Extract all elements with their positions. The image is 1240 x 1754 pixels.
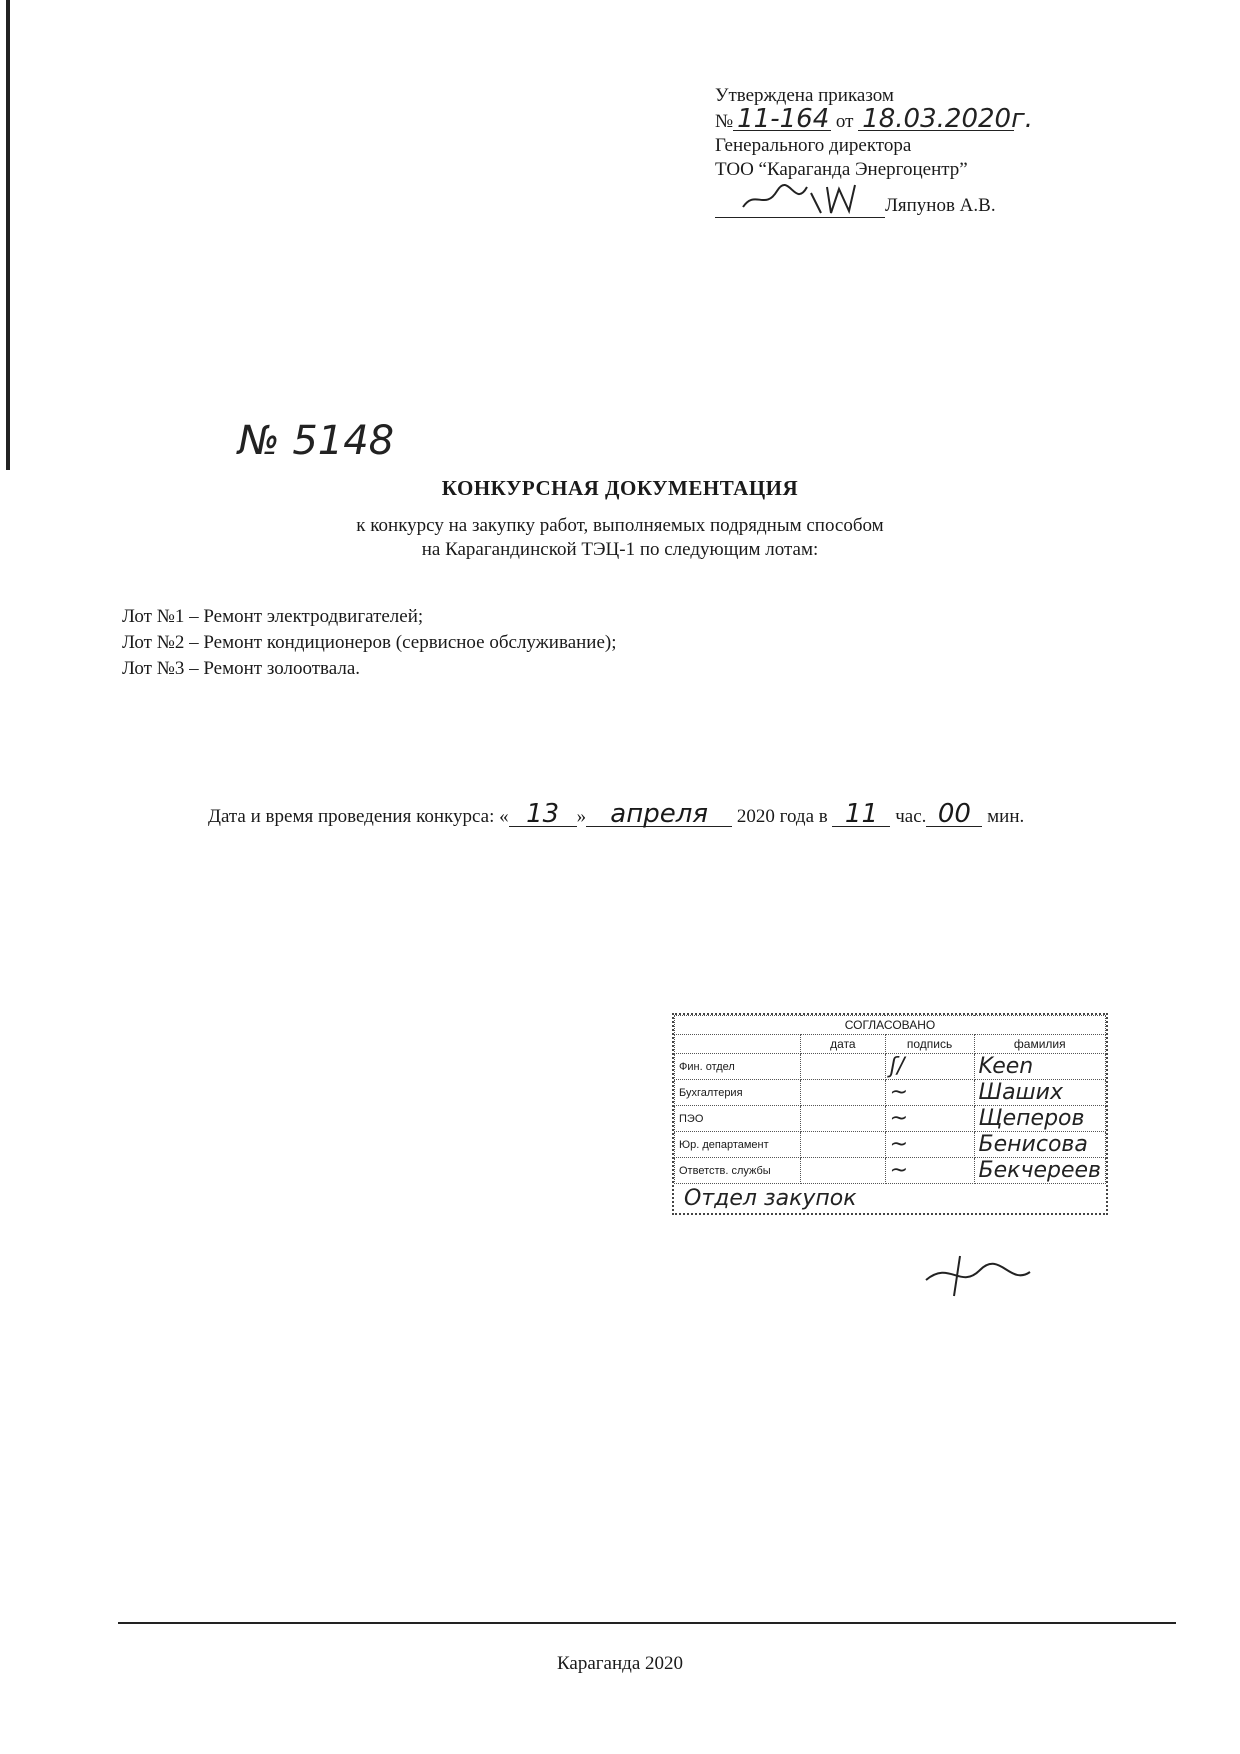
signature-scribble	[715, 181, 885, 215]
signer-name: Ляпунов А.В.	[885, 195, 996, 216]
lot-list	[122, 604, 617, 682]
registration-number: № 5148	[238, 418, 395, 464]
footer-divider	[118, 1622, 1176, 1624]
contest-day: 13	[509, 802, 577, 827]
stamp-surname: Шаших	[974, 1080, 1105, 1106]
approval-block	[715, 84, 1045, 218]
order-number: 11-164	[733, 108, 831, 131]
approval-stamp-table	[674, 1015, 1106, 1184]
subtitle-line1: к конкурсу на закупку работ, выполняемых подрядным способом	[356, 515, 884, 536]
stamp-signature: ~	[885, 1132, 974, 1158]
stamp-dept: Юр. департамент	[675, 1132, 801, 1158]
contest-date-line	[208, 799, 1025, 829]
contest-hour: 11	[832, 802, 890, 827]
stamp-surname: Keen	[974, 1054, 1105, 1080]
stamp-signature: ~	[885, 1080, 974, 1106]
approval-order-line	[715, 104, 1045, 134]
lot-item: Лот №2 – Ремонт кондиционеров (сервисное обслуживание);	[122, 632, 617, 653]
stamp-col-signature: подпись	[885, 1035, 974, 1054]
hour-unit: час.	[895, 806, 927, 827]
stamp-dept: Бухгалтерия	[675, 1080, 801, 1106]
contest-date-label: Дата и время проведения конкурса:	[208, 806, 495, 827]
contest-year-text: 2020 года в	[736, 806, 828, 827]
stamp-row	[675, 1054, 1106, 1080]
extra-signature	[920, 1250, 1060, 1300]
stamp-col-dept	[675, 1035, 801, 1054]
stamp-col-date: дата	[801, 1035, 885, 1054]
approval-stamp	[672, 1013, 1108, 1215]
stamp-signature: ~	[885, 1158, 974, 1184]
stamp-row	[675, 1132, 1106, 1158]
stamp-surname: Щеперов	[974, 1106, 1105, 1132]
stamp-row	[675, 1106, 1106, 1132]
document-title: КОНКУРСНАЯ ДОКУМЕНТАЦИЯ	[441, 476, 799, 500]
contest-minute: 00	[926, 802, 982, 827]
scan-edge-mark	[6, 0, 10, 470]
footer-city-year: Караганда 2020	[556, 1653, 684, 1674]
stamp-signature: ~	[885, 1106, 974, 1132]
stamp-extra-line: Отдел закупок	[684, 1186, 857, 1211]
stamp-surname: Бекчереев	[974, 1158, 1105, 1184]
from-word: от	[835, 111, 854, 132]
minute-unit: мин.	[987, 806, 1025, 827]
contest-month: апреля	[586, 802, 732, 827]
order-date: 18.03.2020г.	[858, 108, 1014, 131]
stamp-col-surname: фамилия	[974, 1035, 1105, 1054]
stamp-dept: Фин. отдел	[675, 1054, 801, 1080]
stamp-dept: ПЭО	[675, 1106, 801, 1132]
stamp-row	[675, 1080, 1106, 1106]
open-quote: «	[499, 806, 509, 827]
stamp-dept: Ответств. службы	[675, 1158, 801, 1184]
approval-line1: Утверждена приказом	[715, 85, 894, 106]
stamp-row	[675, 1158, 1106, 1184]
director-signature	[715, 195, 885, 218]
approval-line4: ТОО “Караганда Энергоцентр”	[715, 159, 968, 180]
approval-line3: Генерального директора	[715, 135, 912, 156]
stamp-header: СОГЛАСОВАНО	[675, 1016, 1106, 1035]
number-sign: №	[715, 111, 734, 132]
lot-item: Лот №1 – Ремонт электродвигателей;	[122, 606, 424, 627]
stamp-signature: ʃ/	[885, 1054, 974, 1080]
close-quote: »	[576, 806, 587, 827]
stamp-surname: Бенисова	[974, 1132, 1105, 1158]
document-subtitle	[0, 514, 1240, 562]
subtitle-line2: на Карагандинской ТЭЦ-1 по следующим лотам:	[421, 539, 819, 560]
lot-item: Лот №3 – Ремонт золоотвала.	[122, 658, 361, 679]
signature-line	[715, 194, 1045, 218]
